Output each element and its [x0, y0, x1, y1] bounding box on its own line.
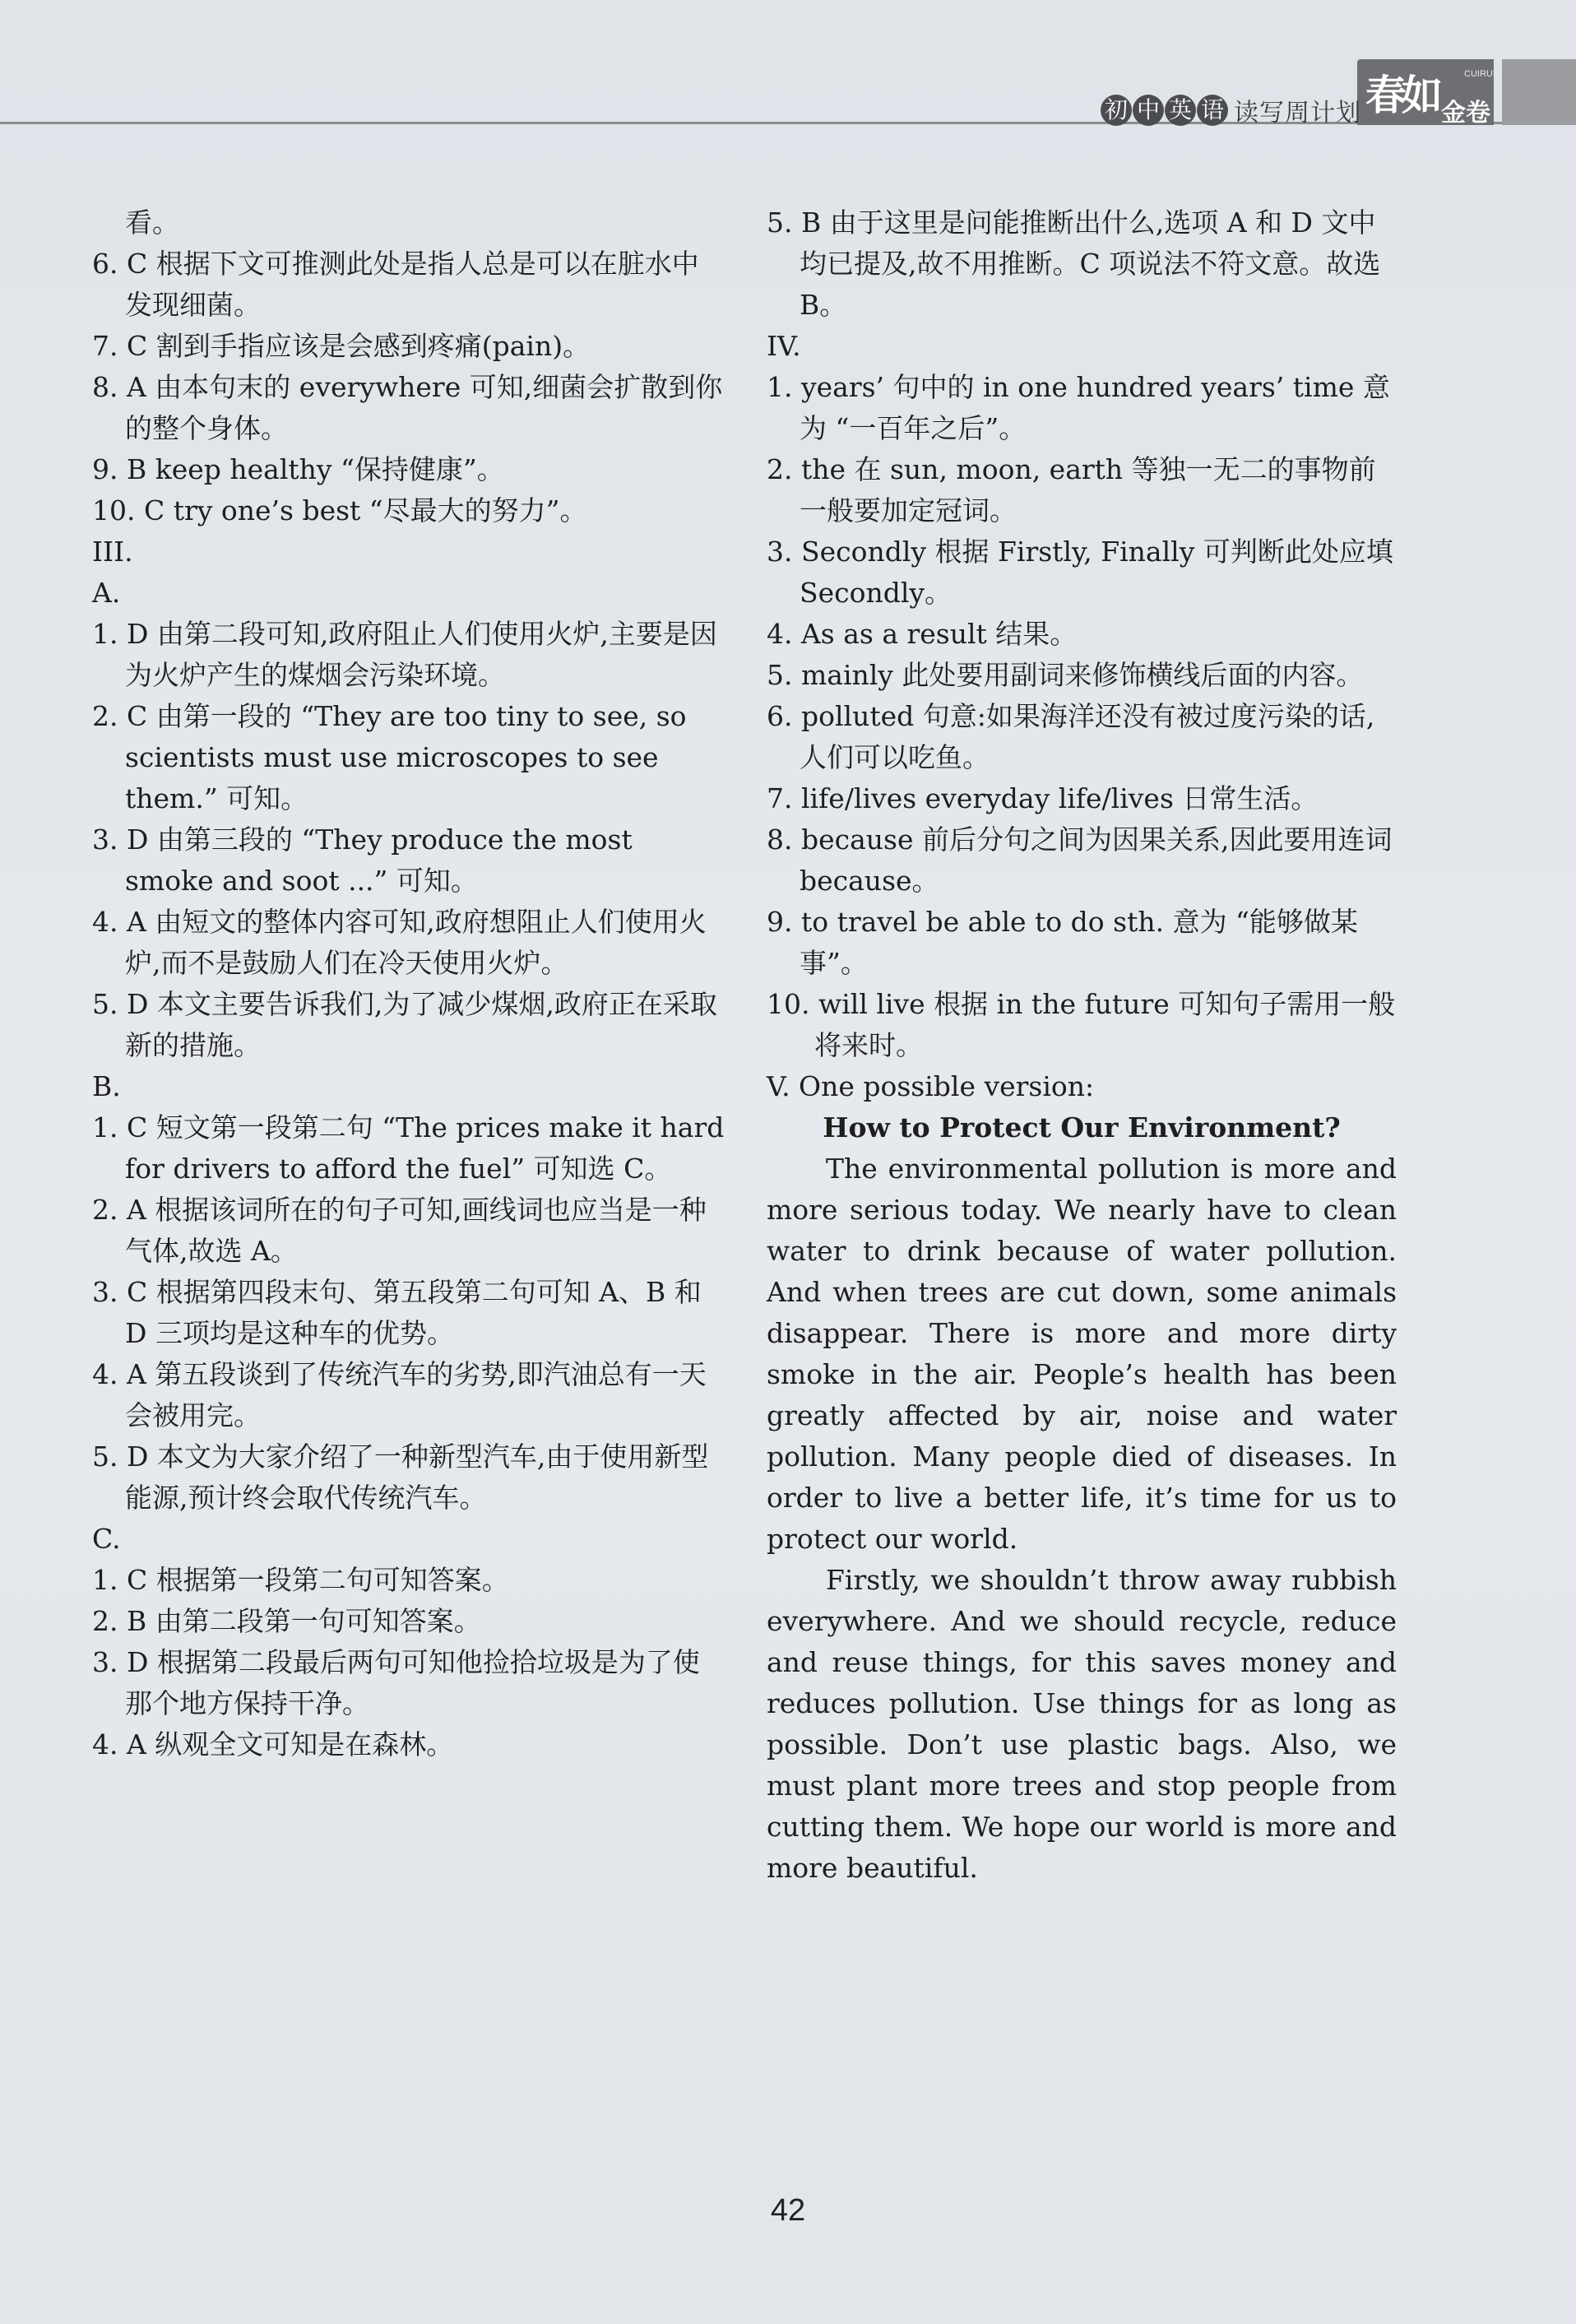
answer-line: 9. to travel be able to do sth. 意为 “能够做某事”。	[767, 906, 1358, 979]
series-plan: 读写周计划	[1234, 99, 1361, 128]
series-char: 中	[1133, 95, 1164, 126]
answer-line: 1. C 根据第一段第二句可知答案。	[92, 1564, 509, 1596]
answer-line: 2. C 由第一段的 “They are too tiny to see, so scientists must use microscopes to see them.” 可知。	[92, 700, 687, 814]
subsection-heading: A.	[92, 577, 121, 609]
answer-line: 6. polluted 句意:如果海洋还没有被过度污染的话,人们可以吃鱼。	[767, 700, 1375, 773]
answer-line: 8. because 前后分句之间为因果关系,因此要用连词 because。	[767, 823, 1393, 897]
answer-line: 8. A 由本句末的 everywhere 可知,细菌会扩散到你的整个身体。	[92, 371, 723, 444]
brand-logo-english: CUIRUIC	[1464, 69, 1502, 79]
series-char: 英	[1165, 95, 1196, 126]
section-heading: V. One possible version:	[767, 1070, 1095, 1102]
left-column	[92, 202, 725, 1765]
answer-line: 4. A 第五段谈到了传统汽车的劣势,即汽油总有一天会被用完。	[92, 1358, 707, 1431]
answer-line: 5. D 本文主要告诉我们,为了减少煤烟,政府正在采取新的措施。	[92, 988, 717, 1061]
series-title	[1101, 92, 1361, 128]
page-number: 42	[770, 2193, 806, 2228]
answer-line: 4. As as a result 结果。	[767, 618, 1078, 650]
answer-line: 看。	[125, 206, 179, 239]
answer-line: 2. A 根据该词所在的句子可知,画线词也应当是一种气体,故选 A。	[92, 1194, 707, 1267]
answer-line: 1. C 短文第一段第二句 “The prices make it hard for drivers to afford the fuel” 可知选 C。	[92, 1111, 725, 1185]
answer-line: 3. D 根据第二段最后两句可知他捡拾垃圾是为了使那个地方保持干净。	[92, 1646, 700, 1719]
answer-line: 10. will live 根据 in the future 可知句子需用一般将来时。	[767, 988, 1396, 1061]
answer-line: 4. A 由短文的整体内容可知,政府想阻止人们使用火炉,而不是鼓励人们在冷天使用火炉。	[92, 906, 707, 979]
essay-paragraph: The environmental pollution is more and more serious today. We nearly have to clean water to drink because of water pollution. And when trees are cut down, some animals disappear. There is more and more dirty smoke in the air. People’s health has been greatly affected by air, noise and water pollution. Many people died of diseases. In order to live a better life, it’s time for us to protect our world.	[767, 1153, 1397, 1555]
answer-line: 5. B 由于这里是问能推断出什么,选项 A 和 D 文中均已提及,故不用推断。C 项说法不符文意。故选 B。	[767, 206, 1381, 321]
subsection-heading: B.	[92, 1070, 121, 1102]
section-heading: III.	[92, 536, 133, 568]
series-char: 语	[1197, 95, 1228, 126]
brand-series-name: 金卷	[1441, 99, 1490, 128]
answer-line: 1. D 由第二段可知,政府阻止人们使用火炉,主要是因为火炉产生的煤烟会污染环境。	[92, 618, 717, 691]
answer-line: 3. C 根据第四段末句、第五段第二句可知 A、B 和 D 三项均是这种车的优势。	[92, 1276, 702, 1349]
right-column	[767, 202, 1397, 1889]
answer-line: 7. C 割到手指应该是会感到疼痛(pain)。	[92, 330, 591, 362]
answer-line: 7. life/lives everyday life/lives 日常生活。	[767, 782, 1319, 814]
answer-line: 2. the 在 sun, moon, earth 等独一无二的事物前一般要加定冠词。	[767, 453, 1376, 526]
answer-line: 3. Secondly 根据 Firstly, Finally 可判断此处应填 Secondly。	[767, 536, 1393, 609]
essay-paragraph: Firstly, we shouldn’t throw away rubbish everywhere. And we should recycle, reduce and reuse things, for this saves money and reduces pollution. Use things for as long as possible. Don’t use plastic bags. Also, we must plant more trees and stop people from cutting them. We hope our world is more and more beautiful.	[767, 1564, 1397, 1884]
series-char: 初	[1101, 95, 1132, 126]
section-heading: IV.	[767, 330, 801, 362]
answer-line: 2. B 由第二段第一句可知答案。	[92, 1605, 481, 1637]
answer-line: 4. A 纵观全文可知是在森林。	[92, 1728, 454, 1760]
subsection-heading: C.	[92, 1523, 121, 1555]
answer-line: 10. C try one’s best “尽最大的努力”。	[92, 494, 587, 526]
answer-line: 6. C 根据下文可推测此处是指人总是可以在脏水中发现细菌。	[92, 248, 699, 321]
brand-logo: 春如	[1365, 71, 1438, 119]
answer-line: 9. B keep healthy “保持健康”。	[92, 453, 504, 485]
answer-line: 5. mainly 此处要用副词来修饰横线后面的内容。	[767, 659, 1364, 691]
answer-line: 5. D 本文为大家介绍了一种新型汽车,由于使用新型能源,预计终会取代传统汽车。	[92, 1440, 709, 1514]
answer-line: 1. years’ 句中的 in one hundred years’ time 意为 “一百年之后”。	[767, 371, 1390, 444]
header-tab-edge	[1502, 59, 1576, 125]
answer-line: 3. D 由第三段的 “They produce the most smoke and soot ...” 可知。	[92, 823, 633, 897]
essay-title: How to Protect Our Environment?	[823, 1111, 1341, 1143]
